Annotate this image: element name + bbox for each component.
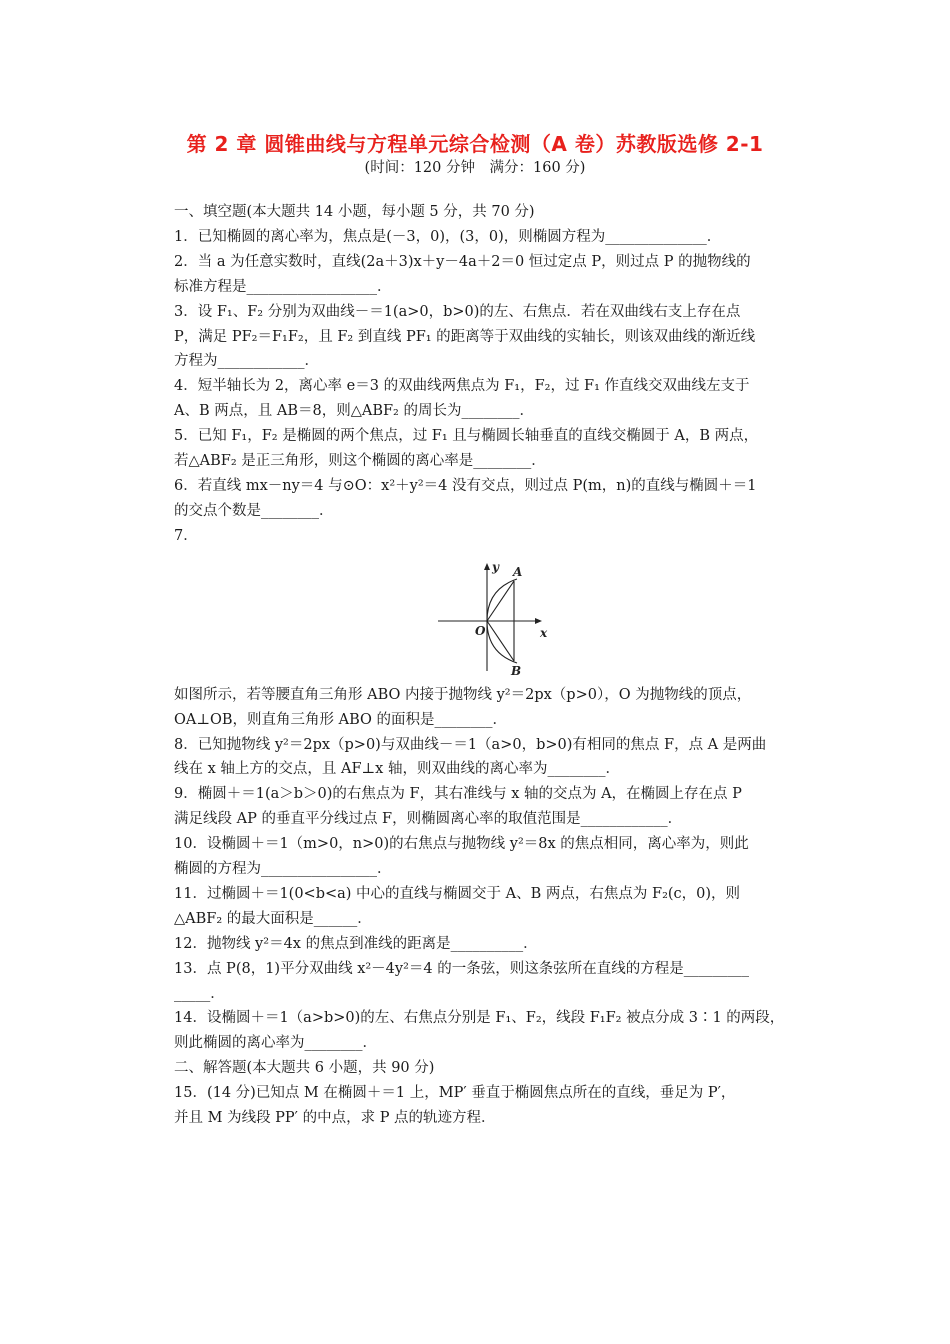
question-4-cont: A、B 两点，且 AB＝8，则△ABF₂ 的周长为________． xyxy=(174,403,534,420)
section-heading: 二、解答题(本大题共 6 小题，共 90 分) xyxy=(174,1060,435,1077)
question-6: 6．若直线 mx－ny＝4 与⊙O：x²＋y²＝4 没有交点，则过点 P(m，n)的直线与椭圆＋＝1 xyxy=(174,477,757,494)
question-3-cont: P，满足 PF₂＝F₁F₂，且 F₂ 到直线 PF₁ 的距离等于双曲线的实轴长，则该双曲线的渐近线 xyxy=(174,328,756,345)
question-9-cont: 满足线段 AP 的垂直平分线过点 F，则椭圆离心率的取值范围是____________． xyxy=(174,811,683,828)
parabola-figure xyxy=(174,551,814,679)
question-7-text: 如图所示，若等腰直角三角形 ABO 内接于抛物线 y²＝2px（p>0），O 为抛物线的顶点， xyxy=(174,686,752,703)
parabola-diagram xyxy=(434,559,554,677)
question-11-cont: △ABF₂ 的最大面积是______． xyxy=(174,910,372,927)
label-x: x xyxy=(540,625,548,640)
y-arrow xyxy=(484,563,490,570)
question-15: 15．(14 分)已知点 M 在椭圆＋＝1 上，MP′ 垂直于椭圆焦点所在的直线，垂足为 P′， xyxy=(174,1085,736,1102)
question-2: 2．当 a 为任意实数时，直线(2a＋3)x＋y－4a＋2＝0 恒过定点 P，则过点 P 的抛物线的 xyxy=(174,253,751,270)
question-15-cont: 并且 M 为线段 PP′ 的中点，求 P 点的轨迹方程． xyxy=(174,1110,496,1127)
question-10-cont: 椭圆的方程为________________． xyxy=(174,861,392,878)
question-11: 11．过椭圆＋＝1(0<b<a) 中心的直线与椭圆交于 A、B 两点，右焦点为 F₂(c，0)，则 xyxy=(174,885,741,902)
question-13-cont: _____． xyxy=(174,985,225,1002)
question-9: 9．椭圆＋＝1(a＞b＞0)的右焦点为 F，其右准线与 x 轴的交点为 A，在椭圆上存在点 P xyxy=(174,786,742,803)
document-subtitle: (时间：120 分钟 满分：160 分) xyxy=(364,160,586,176)
x-arrow xyxy=(535,618,542,624)
label-o: O xyxy=(475,623,486,638)
question-7-cont: OA⊥OB，则直角三角形 ABO 的面积是________． xyxy=(174,711,508,728)
question-12: 12．抛物线 y²＝4x 的焦点到准线的距离是__________． xyxy=(174,935,538,952)
label-y: y xyxy=(492,559,499,574)
question-1: 1．已知椭圆的离心率为，焦点是(－3，0)，(3，0)，则椭圆方程为______________． xyxy=(174,228,722,245)
question-2-cont: 标准方程是__________________． xyxy=(174,278,392,295)
question-4: 4．短半轴长为 2，离心率 e＝3 的双曲线两焦点为 F₁，F₂，过 F₁ 作直线交双曲线左支于 xyxy=(174,378,750,395)
document-title: 第 2 章 圆锥曲线与方程单元综合检测（A 卷）苏教版选修 2-1 xyxy=(186,132,764,156)
document-body xyxy=(174,200,814,1131)
label-b: B xyxy=(511,663,522,677)
question-5-cont: 若△ABF₂ 是正三角形，则这个椭圆的离心率是________． xyxy=(174,453,546,470)
question-8: 8．已知抛物线 y²＝2px（p>0)与双曲线－＝1（a>0，b>0)有相同的焦点 F，点 A 是两曲 xyxy=(174,736,767,753)
question-14-cont: 则此椭圆的离心率为________． xyxy=(174,1035,377,1052)
section-heading: 一、填空题(本大题共 14 小题，每小题 5 分，共 70 分) xyxy=(174,204,535,220)
label-a: A xyxy=(513,564,523,579)
question-3-cont: 方程为____________． xyxy=(174,353,319,370)
question-14: 14．设椭圆＋＝1（a>b>0)的左、右焦点分别是 F₁、F₂，线段 F₁F₂ 被点分成 3∶1 的两段， xyxy=(174,1010,785,1027)
question-13: 13．点 P(8，1)平分双曲线 x²－4y²＝4 的一条弦，则这条弦所在直线的方程是_________ xyxy=(174,960,749,977)
question-5: 5．已知 F₁，F₂ 是椭圆的两个焦点，过 F₁ 且与椭圆长轴垂直的直线交椭圆于 A，B 两点， xyxy=(174,428,759,445)
question-8-cont: 线在 x 轴上方的交点，且 AF⊥x 轴，则双曲线的离心率为________． xyxy=(174,761,620,778)
question-7: 7． xyxy=(174,527,198,544)
question-6-cont: 的交点个数是________． xyxy=(174,502,334,519)
question-3: 3．设 F₁、F₂ 分别为双曲线－＝1(a>0，b>0)的左、右焦点．若在双曲线右支上存在点 xyxy=(174,303,741,320)
question-10: 10．设椭圆＋＝1（m>0，n>0)的右焦点与抛物线 y²＝8x 的焦点相同，离心率为，则此 xyxy=(174,836,749,853)
